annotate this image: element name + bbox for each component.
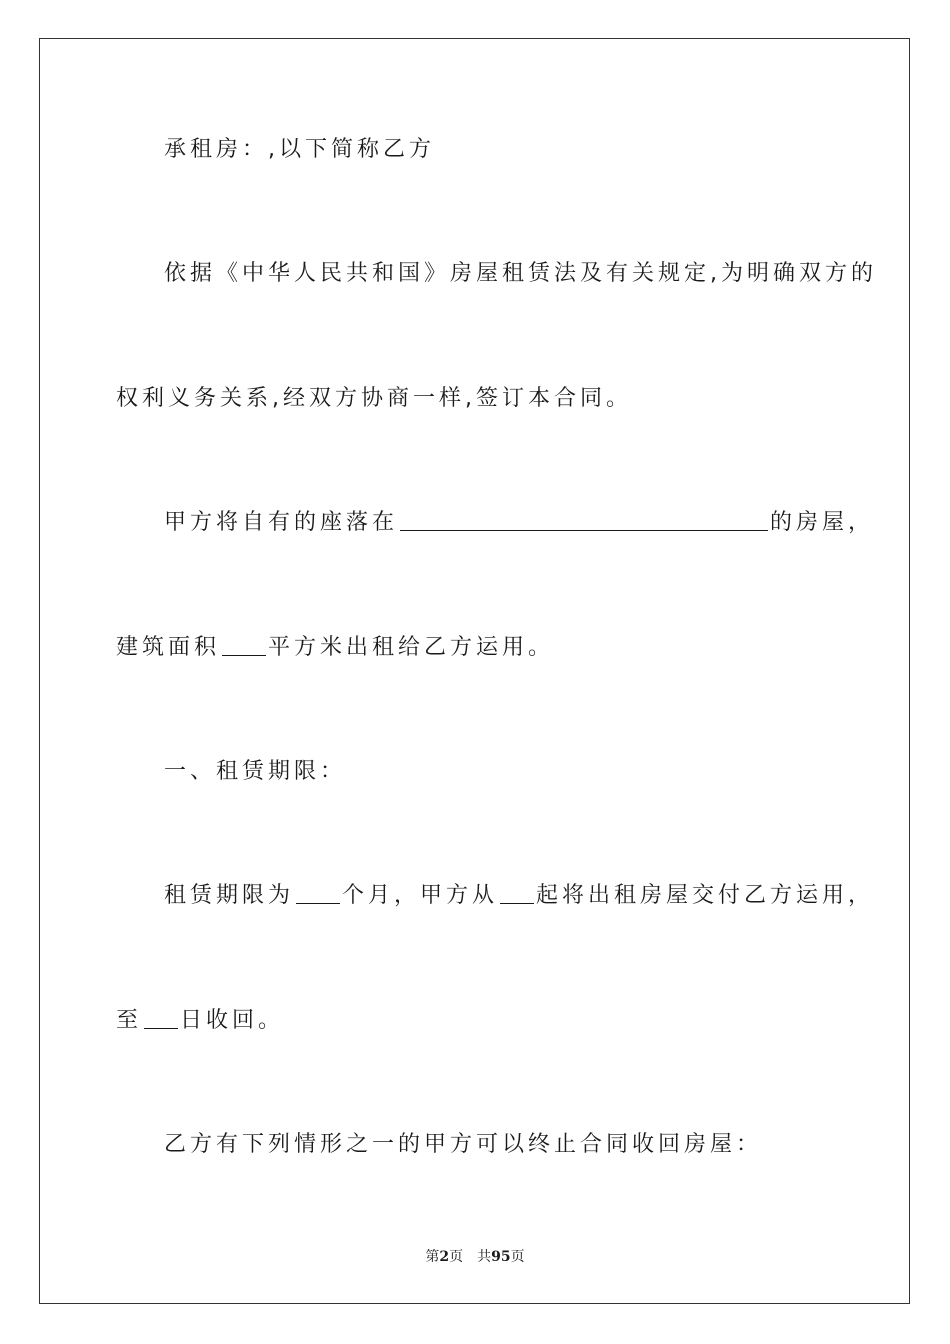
end-date-blank[interactable] [144,1006,178,1029]
term-text-1c: 起将出租房屋交付乙方运用， [536,883,875,908]
property-text-2b: 平方米出租给乙方运用。 [268,635,555,660]
total-prefix: 共 [477,1249,492,1265]
address-blank[interactable] [400,508,768,531]
property-text-1a: 甲方将自有的座落在 [164,510,399,535]
basis-text-1: 依据《中华人民共和国》房屋租赁法及有关规定,为明确双方的 [164,261,877,286]
termination-text: 乙方有下列情形之一的甲方可以终止合同收回房屋： [164,1132,763,1157]
property-text-2a: 建筑面积 [116,635,221,660]
page-footer [0,1247,950,1267]
page-border [39,38,910,1304]
term-heading [164,757,346,787]
termination-line [164,1130,762,1160]
property-line-1 [164,508,874,538]
page-prefix: 第 [425,1249,440,1265]
term-text-1a: 租赁期限为 [164,883,295,908]
basis-line-1 [164,259,877,289]
lessee-line [164,135,435,165]
basis-text-2: 权利义务关系,经双方协商一样,签订本合同。 [116,386,632,411]
property-text-1b: 的房屋， [770,510,875,535]
total-suffix: 页 [510,1249,525,1265]
property-line-2 [116,633,554,663]
basis-line-2 [116,384,632,414]
term-text-2b: 日收回。 [180,1008,285,1033]
page-suffix: 页 [449,1249,464,1265]
start-date-blank[interactable] [500,881,534,904]
term-heading-text: 一、租赁期限： [164,759,347,784]
total-pages: 95 [491,1249,511,1265]
term-line-2 [116,1006,284,1036]
area-blank[interactable] [222,633,266,656]
months-blank[interactable] [296,881,340,904]
lessee-text: 承租房：,以下简称乙方 [164,137,435,162]
term-text-1b: 个月，甲方从 [342,883,499,908]
term-text-2a: 至 [116,1008,143,1033]
term-line-1 [164,881,874,911]
page-number: 2 [439,1249,450,1265]
